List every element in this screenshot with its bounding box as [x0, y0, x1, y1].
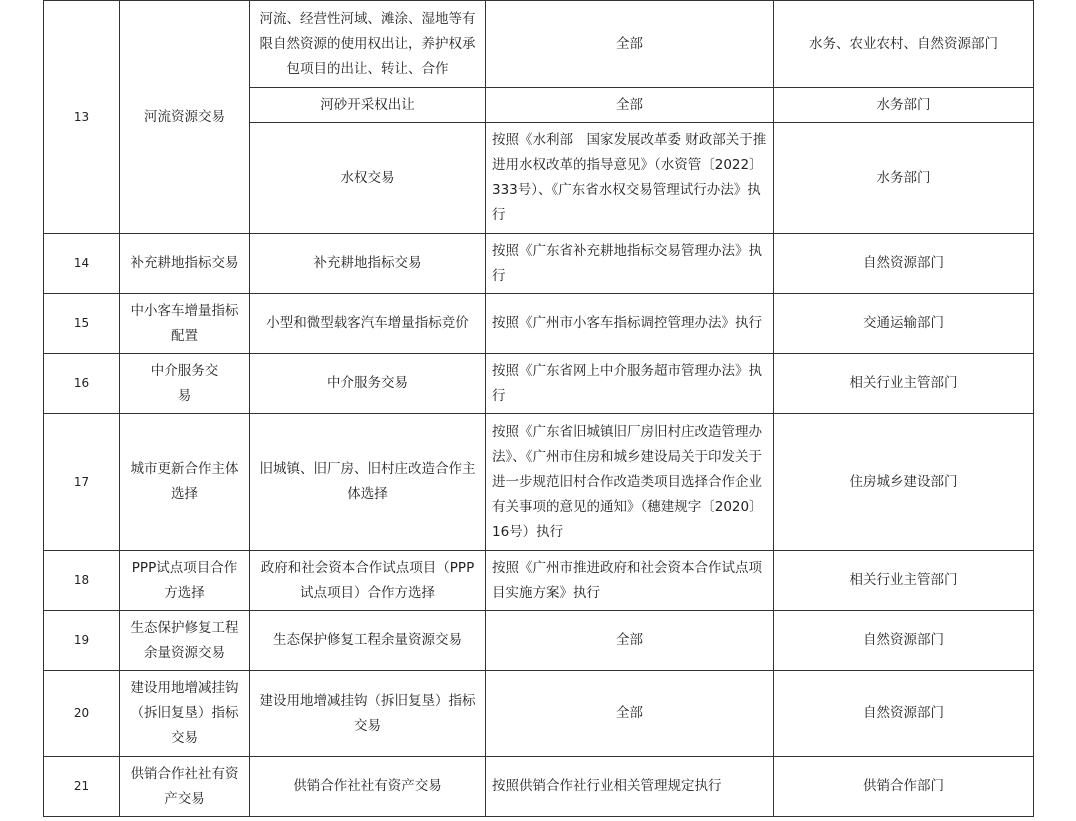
scope-cell: 按照供销合作社行业相关管理规定执行 — [486, 757, 774, 817]
row-number: 21 — [44, 757, 120, 817]
scope-cell: 按照《广东省旧城镇旧厂房旧村庄改造管理办法》、《广州市住房和城乡建设局关于印发关于进一步规范旧村合作改造类项目选择合作企业有关事项的意见的通知》（穗建规字〔2020〕16号）执行 — [486, 414, 774, 551]
row-number: 14 — [44, 234, 120, 294]
category-cell: 补充耕地指标交易 — [120, 234, 250, 294]
row-number: 19 — [44, 611, 120, 671]
department-cell: 自然资源部门 — [774, 234, 1034, 294]
item-cell: 中介服务交易 — [250, 354, 486, 414]
table-row — [44, 1, 1034, 88]
table-row — [44, 611, 1034, 671]
department-cell: 相关行业主管部门 — [774, 551, 1034, 611]
scope-cell: 按照《广州市推进政府和社会资本合作试点项目实施方案》执行 — [486, 551, 774, 611]
table-row — [44, 671, 1034, 757]
row-number: 17 — [44, 414, 120, 551]
category-cell: 中介服务交易 — [120, 354, 250, 414]
scope-cell: 全部 — [486, 611, 774, 671]
department-cell: 相关行业主管部门 — [774, 354, 1034, 414]
row-number: 18 — [44, 551, 120, 611]
row-number: 13 — [44, 1, 120, 234]
row-number: 15 — [44, 294, 120, 354]
scope-cell: 全部 — [486, 88, 774, 123]
table-row — [44, 294, 1034, 354]
item-cell: 建设用地增减挂钩（拆旧复垦）指标交易 — [250, 671, 486, 757]
department-cell: 供销合作部门 — [774, 757, 1034, 817]
item-cell: 生态保护修复工程余量资源交易 — [250, 611, 486, 671]
item-cell: 水权交易 — [250, 123, 486, 234]
scope-cell: 全部 — [486, 671, 774, 757]
row-number: 20 — [44, 671, 120, 757]
department-cell: 水务部门 — [774, 88, 1034, 123]
department-cell: 水务、农业农村、自然资源部门 — [774, 1, 1034, 88]
item-cell: 河流、经营性河域、滩涂、湿地等有限自然资源的使用权出让，养护权承包项目的出让、转让、合作 — [250, 1, 486, 88]
scope-cell: 按照《广州市小客车指标调控管理办法》执行 — [486, 294, 774, 354]
category-cell: PPP试点项目合作方选择 — [120, 551, 250, 611]
item-cell: 旧城镇、旧厂房、旧村庄改造合作主体选择 — [250, 414, 486, 551]
category-cell: 河流资源交易 — [120, 1, 250, 234]
item-cell: 河砂开采权出让 — [250, 88, 486, 123]
category-cell: 中小客车增量指标配置 — [120, 294, 250, 354]
item-cell: 小型和微型载客汽车增量指标竞价 — [250, 294, 486, 354]
row-number: 16 — [44, 354, 120, 414]
item-cell: 供销合作社社有资产交易 — [250, 757, 486, 817]
resource-trading-table — [43, 0, 1034, 817]
department-cell: 交通运输部门 — [774, 294, 1034, 354]
department-cell: 自然资源部门 — [774, 671, 1034, 757]
category-cell: 生态保护修复工程余量资源交易 — [120, 611, 250, 671]
table-row — [44, 551, 1034, 611]
category-cell: 城市更新合作主体选择 — [120, 414, 250, 551]
table-row — [44, 234, 1034, 294]
table-row — [44, 354, 1034, 414]
department-cell: 水务部门 — [774, 123, 1034, 234]
category-cell: 建设用地增减挂钩（拆旧复垦）指标交易 — [120, 671, 250, 757]
category-cell: 供销合作社社有资产交易 — [120, 757, 250, 817]
scope-cell: 全部 — [486, 1, 774, 88]
table-row — [44, 757, 1034, 817]
table-row — [44, 414, 1034, 551]
item-cell: 政府和社会资本合作试点项目（PPP试点项目）合作方选择 — [250, 551, 486, 611]
department-cell: 自然资源部门 — [774, 611, 1034, 671]
scope-cell: 按照《广东省补充耕地指标交易管理办法》执行 — [486, 234, 774, 294]
department-cell: 住房城乡建设部门 — [774, 414, 1034, 551]
scope-cell: 按照《广东省网上中介服务超市管理办法》执行 — [486, 354, 774, 414]
scope-cell: 按照《水利部 国家发展改革委 财政部关于推进用水权改革的指导意见》（水资管〔2022〕333号）、《广东省水权交易管理试行办法》执行 — [486, 123, 774, 234]
item-cell: 补充耕地指标交易 — [250, 234, 486, 294]
